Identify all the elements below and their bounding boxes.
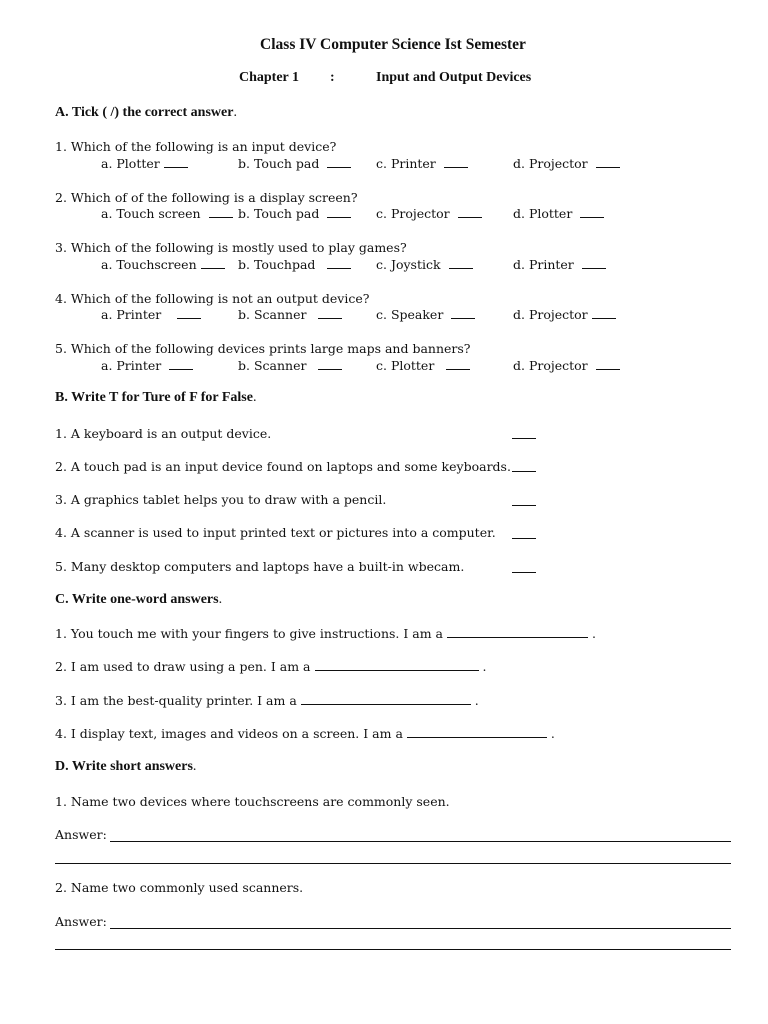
one-word-item-4: 4. I display text, images and videos on a screen. I am a .: [55, 726, 555, 741]
option-5d: d. Projector: [513, 358, 620, 373]
question-1: 1. Which of the following is an input device?: [55, 139, 337, 154]
option-1c: c. Printer: [376, 156, 468, 171]
tf-item-5: 5. Many desktop computers and laptops have a built-in wbecam.: [55, 559, 465, 574]
section-d-heading: D. Write short answers.: [55, 759, 197, 774]
option-4a: a. Printer: [101, 307, 201, 322]
answer-line: [110, 840, 731, 842]
option-4c: c. Speaker: [376, 307, 475, 322]
tf-item-1: 1. A keyboard is an output device.: [55, 426, 272, 441]
section-a-heading: A. Tick ( /) the correct answer.: [55, 105, 237, 120]
page-title: Class IV Computer Science Ist Semester: [260, 36, 526, 53]
option-2c: c. Projector: [376, 206, 482, 221]
option-2d: d. Plotter: [513, 206, 604, 221]
question-2: 2. Which of of the following is a display screen?: [55, 190, 358, 205]
tf-answer-blank: [512, 537, 536, 539]
option-3c: c. Joystick: [376, 257, 473, 272]
tf-answer-blank: [512, 571, 536, 573]
tf-item-4: 4. A scanner is used to input printed text or pictures into a computer.: [55, 525, 496, 540]
option-3d: d. Printer: [513, 257, 606, 272]
tf-item-3: 3. A graphics tablet helps you to draw with a pencil.: [55, 492, 387, 507]
chapter-name: Input and Output Devices: [376, 70, 532, 85]
option-3a: a. Touchscreen: [101, 257, 225, 272]
question-4: 4. Which of the following is not an output device?: [55, 291, 370, 306]
option-4d: d. Projector: [513, 307, 616, 322]
tf-item-2: 2. A touch pad is an input device found on laptops and some keyboards.: [55, 459, 511, 474]
option-5a: a. Printer: [101, 358, 193, 373]
short-answer-question-2: 2. Name two commonly used scanners.: [55, 880, 304, 895]
tf-answer-blank: [512, 470, 536, 472]
chapter-colon: :: [330, 70, 335, 85]
question-5: 5. Which of the following devices prints large maps and banners?: [55, 341, 471, 356]
question-3: 3. Which of the following is mostly used to play games?: [55, 240, 407, 255]
option-4b: b. Scanner: [238, 307, 342, 322]
tf-answer-blank: [512, 504, 536, 506]
option-1a: a. Plotter: [101, 156, 188, 171]
option-1d: d. Projector: [513, 156, 620, 171]
chapter-label: Chapter 1: [239, 70, 300, 85]
option-1b: b. Touch pad: [238, 156, 351, 171]
answer-label: Answer:: [55, 827, 107, 842]
tf-answer-blank: [512, 437, 536, 439]
short-answer-question-1: 1. Name two devices where touchscreens are commonly seen.: [55, 794, 450, 809]
section-b-heading: B. Write T for Ture of F for False.: [55, 390, 257, 405]
answer-line: [55, 948, 731, 950]
section-c-heading: C. Write one-word answers.: [55, 592, 223, 607]
answer-line: [110, 927, 731, 929]
one-word-item-1: 1. You touch me with your fingers to give instructions. I am a .: [55, 626, 596, 641]
answer-line: [55, 862, 731, 864]
answer-label: Answer:: [55, 914, 107, 929]
one-word-item-3: 3. I am the best-quality printer. I am a .: [55, 693, 479, 708]
option-2a: a. Touch screen: [101, 206, 233, 221]
option-5b: b. Scanner: [238, 358, 342, 373]
one-word-item-2: 2. I am used to draw using a pen. I am a .: [55, 659, 487, 674]
option-3b: b. Touchpad: [238, 257, 351, 272]
option-5c: c. Plotter: [376, 358, 470, 373]
option-2b: b. Touch pad: [238, 206, 351, 221]
